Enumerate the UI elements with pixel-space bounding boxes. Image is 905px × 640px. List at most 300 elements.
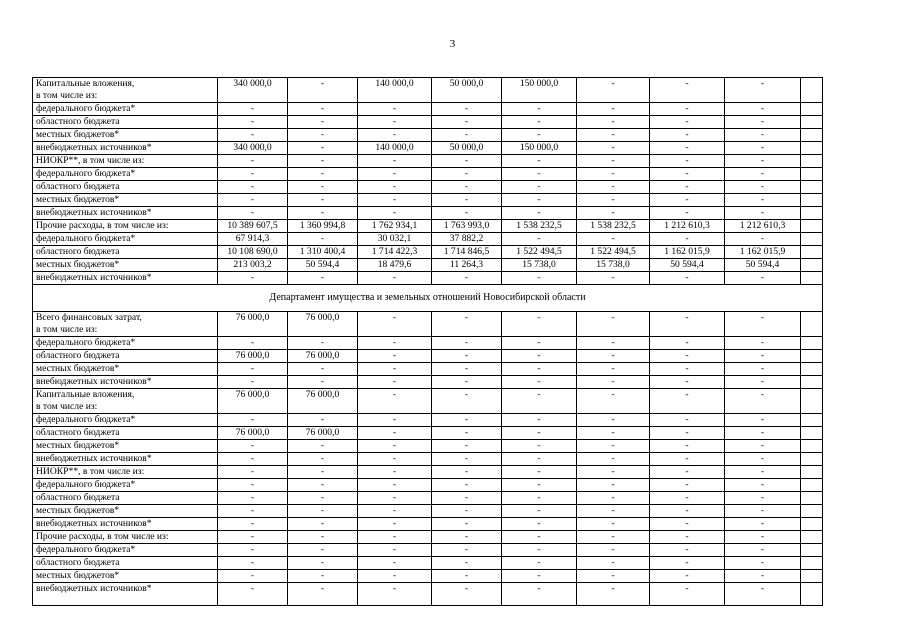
value-cell: - bbox=[502, 155, 577, 168]
value-cell: - bbox=[577, 78, 650, 103]
value-cell: - bbox=[577, 479, 650, 492]
row-label: федерального бюджета* bbox=[33, 103, 218, 116]
value-cell: - bbox=[288, 78, 358, 103]
table-row bbox=[33, 259, 823, 272]
value-cell: - bbox=[218, 583, 288, 606]
value-cell: - bbox=[577, 194, 650, 207]
value-cell: - bbox=[502, 233, 577, 246]
value-cell: - bbox=[288, 103, 358, 116]
value-cell: - bbox=[577, 350, 650, 363]
value-cell: 67 914,3 bbox=[218, 233, 288, 246]
value-cell: - bbox=[650, 129, 725, 142]
value-cell: - bbox=[577, 583, 650, 606]
value-cell: - bbox=[358, 168, 432, 181]
value-cell: - bbox=[218, 194, 288, 207]
value-cell: - bbox=[725, 142, 801, 155]
value-cell: - bbox=[725, 233, 801, 246]
value-cell: 50 594,4 bbox=[725, 259, 801, 272]
value-cell: - bbox=[577, 103, 650, 116]
value-cell: - bbox=[358, 312, 432, 337]
value-cell: - bbox=[502, 583, 577, 606]
value-cell: - bbox=[650, 350, 725, 363]
value-cell: - bbox=[577, 414, 650, 427]
table-row bbox=[33, 155, 823, 168]
value-cell: - bbox=[218, 466, 288, 479]
value-cell bbox=[801, 194, 823, 207]
value-cell: - bbox=[577, 272, 650, 285]
value-cell: - bbox=[288, 142, 358, 155]
value-cell: - bbox=[502, 505, 577, 518]
value-cell: - bbox=[650, 142, 725, 155]
row-label: федерального бюджета* bbox=[33, 168, 218, 181]
value-cell bbox=[801, 570, 823, 583]
value-cell: 76 000,0 bbox=[288, 312, 358, 337]
table-row bbox=[33, 272, 823, 285]
value-cell: - bbox=[358, 129, 432, 142]
value-cell: - bbox=[650, 531, 725, 544]
value-cell: - bbox=[358, 376, 432, 389]
value-cell: - bbox=[650, 557, 725, 570]
value-cell: - bbox=[577, 376, 650, 389]
value-cell: - bbox=[577, 544, 650, 557]
value-cell: 37 882,2 bbox=[432, 233, 502, 246]
value-cell: - bbox=[358, 466, 432, 479]
value-cell bbox=[801, 427, 823, 440]
value-cell: 1 162 015,9 bbox=[725, 246, 801, 259]
value-cell: - bbox=[218, 129, 288, 142]
value-cell: 50 594,4 bbox=[288, 259, 358, 272]
value-cell: - bbox=[288, 453, 358, 466]
row-label: областного бюджета bbox=[33, 350, 218, 363]
value-cell: - bbox=[218, 116, 288, 129]
table-row bbox=[33, 246, 823, 259]
value-cell: 15 738,0 bbox=[577, 259, 650, 272]
value-cell: 1 310 400,4 bbox=[288, 246, 358, 259]
value-cell: 150 000,0 bbox=[502, 142, 577, 155]
value-cell: - bbox=[725, 479, 801, 492]
value-cell bbox=[801, 181, 823, 194]
value-cell: - bbox=[725, 155, 801, 168]
value-cell: - bbox=[288, 207, 358, 220]
value-cell: 213 003,2 bbox=[218, 259, 288, 272]
value-cell: - bbox=[288, 129, 358, 142]
value-cell: - bbox=[218, 337, 288, 350]
value-cell: - bbox=[650, 518, 725, 531]
row-label: федерального бюджета* bbox=[33, 337, 218, 350]
value-cell: 76 000,0 bbox=[218, 427, 288, 440]
value-cell: - bbox=[358, 181, 432, 194]
value-cell: - bbox=[502, 531, 577, 544]
value-cell: 76 000,0 bbox=[218, 350, 288, 363]
value-cell: - bbox=[358, 453, 432, 466]
value-cell: - bbox=[432, 544, 502, 557]
value-cell: - bbox=[218, 376, 288, 389]
value-cell: - bbox=[650, 312, 725, 337]
value-cell: - bbox=[502, 518, 577, 531]
value-cell: - bbox=[725, 557, 801, 570]
value-cell: - bbox=[725, 440, 801, 453]
value-cell: 1 714 422,3 bbox=[358, 246, 432, 259]
value-cell: 76 000,0 bbox=[288, 350, 358, 363]
value-cell bbox=[801, 389, 823, 414]
value-cell: 1 162 015,9 bbox=[650, 246, 725, 259]
table-row bbox=[33, 78, 823, 103]
value-cell: 76 000,0 bbox=[288, 389, 358, 414]
value-cell: - bbox=[502, 427, 577, 440]
value-cell: 76 000,0 bbox=[288, 427, 358, 440]
value-cell: - bbox=[725, 103, 801, 116]
value-cell: - bbox=[650, 583, 725, 606]
table-row bbox=[33, 363, 823, 376]
value-cell: - bbox=[650, 414, 725, 427]
value-cell: 76 000,0 bbox=[218, 389, 288, 414]
value-cell bbox=[801, 518, 823, 531]
value-cell: - bbox=[218, 272, 288, 285]
value-cell: - bbox=[358, 440, 432, 453]
value-cell: - bbox=[358, 505, 432, 518]
table-row bbox=[33, 479, 823, 492]
value-cell: - bbox=[577, 453, 650, 466]
value-cell bbox=[801, 259, 823, 272]
value-cell: - bbox=[725, 181, 801, 194]
value-cell: - bbox=[725, 570, 801, 583]
value-cell: - bbox=[725, 453, 801, 466]
value-cell: - bbox=[432, 194, 502, 207]
value-cell: - bbox=[502, 181, 577, 194]
value-cell: - bbox=[288, 337, 358, 350]
row-label: внебюджетных источников* bbox=[33, 272, 218, 285]
value-cell bbox=[801, 350, 823, 363]
value-cell: - bbox=[432, 453, 502, 466]
value-cell: - bbox=[432, 518, 502, 531]
value-cell: - bbox=[502, 557, 577, 570]
value-cell: - bbox=[288, 479, 358, 492]
value-cell: - bbox=[288, 363, 358, 376]
value-cell: - bbox=[218, 414, 288, 427]
value-cell: - bbox=[218, 207, 288, 220]
value-cell: - bbox=[577, 557, 650, 570]
value-cell: - bbox=[650, 544, 725, 557]
table-row bbox=[33, 414, 823, 427]
value-cell: - bbox=[502, 376, 577, 389]
row-label: Всего финансовых затрат, в том числе из: bbox=[33, 312, 218, 337]
row-label: областного бюджета bbox=[33, 427, 218, 440]
table-row bbox=[33, 103, 823, 116]
value-cell: - bbox=[577, 129, 650, 142]
value-cell: - bbox=[650, 272, 725, 285]
value-cell: - bbox=[432, 531, 502, 544]
value-cell: - bbox=[432, 207, 502, 220]
value-cell: - bbox=[432, 155, 502, 168]
value-cell: - bbox=[358, 544, 432, 557]
value-cell: - bbox=[650, 479, 725, 492]
value-cell: 50 594,4 bbox=[650, 259, 725, 272]
value-cell: 1 522 494,5 bbox=[502, 246, 577, 259]
table-row bbox=[33, 142, 823, 155]
table-row bbox=[33, 350, 823, 363]
value-cell: - bbox=[577, 518, 650, 531]
value-cell bbox=[801, 505, 823, 518]
row-label: внебюджетных источников* bbox=[33, 583, 218, 606]
value-cell: - bbox=[432, 168, 502, 181]
value-cell: - bbox=[288, 233, 358, 246]
value-cell: - bbox=[358, 350, 432, 363]
value-cell: - bbox=[577, 466, 650, 479]
value-cell: - bbox=[358, 414, 432, 427]
value-cell: - bbox=[432, 376, 502, 389]
table-row bbox=[33, 312, 823, 337]
value-cell: - bbox=[218, 181, 288, 194]
value-cell bbox=[801, 103, 823, 116]
value-cell: 50 000,0 bbox=[432, 78, 502, 103]
value-cell: - bbox=[577, 233, 650, 246]
value-cell bbox=[801, 272, 823, 285]
value-cell: - bbox=[725, 350, 801, 363]
value-cell: - bbox=[577, 363, 650, 376]
table-row bbox=[33, 389, 823, 414]
value-cell: - bbox=[725, 363, 801, 376]
row-label: местных бюджетов* bbox=[33, 440, 218, 453]
value-cell: - bbox=[502, 350, 577, 363]
row-label: федерального бюджета* bbox=[33, 479, 218, 492]
table-row bbox=[33, 440, 823, 453]
value-cell: - bbox=[218, 155, 288, 168]
table-row bbox=[33, 207, 823, 220]
value-cell: - bbox=[432, 557, 502, 570]
value-cell: 340 000,0 bbox=[218, 78, 288, 103]
value-cell: - bbox=[358, 479, 432, 492]
value-cell: - bbox=[725, 466, 801, 479]
row-label: Прочие расходы, в том числе из: bbox=[33, 220, 218, 233]
value-cell: - bbox=[218, 544, 288, 557]
value-cell bbox=[801, 531, 823, 544]
row-label: федерального бюджета* bbox=[33, 233, 218, 246]
value-cell: - bbox=[577, 531, 650, 544]
value-cell bbox=[801, 492, 823, 505]
value-cell: - bbox=[218, 518, 288, 531]
value-cell: - bbox=[577, 181, 650, 194]
value-cell: - bbox=[288, 440, 358, 453]
value-cell: 1 762 934,1 bbox=[358, 220, 432, 233]
value-cell: - bbox=[358, 272, 432, 285]
row-label: внебюджетных источников* bbox=[33, 142, 218, 155]
value-cell bbox=[801, 557, 823, 570]
value-cell: 15 738,0 bbox=[502, 259, 577, 272]
row-label: областного бюджета bbox=[33, 557, 218, 570]
value-cell: - bbox=[288, 544, 358, 557]
value-cell: - bbox=[725, 78, 801, 103]
value-cell: - bbox=[432, 570, 502, 583]
value-cell: - bbox=[358, 337, 432, 350]
value-cell bbox=[801, 363, 823, 376]
row-label: областного бюджета bbox=[33, 492, 218, 505]
value-cell: - bbox=[725, 544, 801, 557]
value-cell: - bbox=[502, 129, 577, 142]
value-cell: - bbox=[358, 103, 432, 116]
value-cell: - bbox=[725, 505, 801, 518]
value-cell: 18 479,6 bbox=[358, 259, 432, 272]
value-cell: - bbox=[725, 337, 801, 350]
value-cell: - bbox=[288, 583, 358, 606]
value-cell: - bbox=[502, 103, 577, 116]
value-cell: - bbox=[358, 363, 432, 376]
value-cell: - bbox=[650, 363, 725, 376]
value-cell: - bbox=[650, 389, 725, 414]
value-cell: 1 538 232,5 bbox=[577, 220, 650, 233]
value-cell: - bbox=[502, 414, 577, 427]
value-cell: - bbox=[288, 194, 358, 207]
value-cell: 50 000,0 bbox=[432, 142, 502, 155]
value-cell: - bbox=[432, 466, 502, 479]
value-cell: - bbox=[577, 570, 650, 583]
value-cell: - bbox=[358, 207, 432, 220]
value-cell: - bbox=[502, 337, 577, 350]
value-cell: - bbox=[502, 116, 577, 129]
value-cell bbox=[801, 129, 823, 142]
value-cell: - bbox=[288, 518, 358, 531]
row-label: федерального бюджета* bbox=[33, 544, 218, 557]
value-cell: - bbox=[725, 583, 801, 606]
value-cell bbox=[801, 337, 823, 350]
value-cell: - bbox=[432, 312, 502, 337]
table-row bbox=[33, 557, 823, 570]
value-cell: 10 389 607,5 bbox=[218, 220, 288, 233]
value-cell: - bbox=[218, 440, 288, 453]
value-cell: - bbox=[288, 116, 358, 129]
value-cell: - bbox=[650, 505, 725, 518]
value-cell: - bbox=[650, 116, 725, 129]
value-cell bbox=[801, 583, 823, 606]
value-cell: - bbox=[650, 376, 725, 389]
value-cell: 1 763 993,0 bbox=[432, 220, 502, 233]
value-cell: - bbox=[218, 168, 288, 181]
value-cell: - bbox=[725, 376, 801, 389]
value-cell bbox=[801, 246, 823, 259]
value-cell: - bbox=[577, 440, 650, 453]
row-label: федерального бюджета* bbox=[33, 414, 218, 427]
value-cell: - bbox=[502, 207, 577, 220]
value-cell: - bbox=[650, 492, 725, 505]
table-row bbox=[33, 233, 823, 246]
value-cell: 1 212 610,3 bbox=[650, 220, 725, 233]
value-cell: - bbox=[725, 518, 801, 531]
value-cell: - bbox=[725, 414, 801, 427]
value-cell: - bbox=[288, 155, 358, 168]
value-cell: - bbox=[288, 531, 358, 544]
value-cell: - bbox=[577, 168, 650, 181]
row-label: внебюджетных источников* bbox=[33, 376, 218, 389]
value-cell bbox=[801, 466, 823, 479]
value-cell: - bbox=[288, 492, 358, 505]
value-cell: - bbox=[218, 103, 288, 116]
value-cell: - bbox=[725, 168, 801, 181]
value-cell bbox=[801, 312, 823, 337]
page-number: 3 bbox=[449, 38, 456, 50]
value-cell bbox=[801, 544, 823, 557]
value-cell: - bbox=[218, 505, 288, 518]
row-label: местных бюджетов* bbox=[33, 259, 218, 272]
value-cell: - bbox=[288, 168, 358, 181]
table-row bbox=[33, 583, 823, 606]
value-cell: - bbox=[725, 194, 801, 207]
value-cell: - bbox=[725, 116, 801, 129]
value-cell: - bbox=[432, 350, 502, 363]
table-row bbox=[33, 544, 823, 557]
value-cell: - bbox=[650, 337, 725, 350]
value-cell: - bbox=[577, 389, 650, 414]
value-cell: - bbox=[502, 272, 577, 285]
value-cell bbox=[801, 479, 823, 492]
value-cell: - bbox=[218, 363, 288, 376]
value-cell: - bbox=[432, 363, 502, 376]
value-cell: 1 360 994,8 bbox=[288, 220, 358, 233]
value-cell: - bbox=[725, 389, 801, 414]
value-cell bbox=[801, 78, 823, 103]
value-cell bbox=[801, 155, 823, 168]
value-cell: 76 000,0 bbox=[218, 312, 288, 337]
value-cell: - bbox=[218, 557, 288, 570]
value-cell: - bbox=[650, 440, 725, 453]
table-row bbox=[33, 466, 823, 479]
value-cell: - bbox=[650, 103, 725, 116]
value-cell: - bbox=[650, 207, 725, 220]
value-cell: - bbox=[502, 479, 577, 492]
value-cell: - bbox=[218, 492, 288, 505]
row-label: местных бюджетов* bbox=[33, 570, 218, 583]
value-cell: - bbox=[650, 155, 725, 168]
value-cell: - bbox=[288, 414, 358, 427]
table-row bbox=[33, 220, 823, 233]
value-cell: - bbox=[218, 453, 288, 466]
value-cell: - bbox=[725, 492, 801, 505]
value-cell: - bbox=[432, 129, 502, 142]
value-cell: 11 264,3 bbox=[432, 259, 502, 272]
value-cell bbox=[801, 414, 823, 427]
row-label: местных бюджетов* bbox=[33, 505, 218, 518]
value-cell: - bbox=[432, 492, 502, 505]
row-label: областного бюджета bbox=[33, 246, 218, 259]
row-label: Капитальные вложения, в том числе из: bbox=[33, 78, 218, 103]
value-cell: - bbox=[502, 453, 577, 466]
value-cell: - bbox=[650, 453, 725, 466]
value-cell: - bbox=[432, 181, 502, 194]
value-cell: 140 000,0 bbox=[358, 78, 432, 103]
value-cell: - bbox=[650, 194, 725, 207]
table-row bbox=[33, 453, 823, 466]
value-cell bbox=[801, 142, 823, 155]
value-cell: - bbox=[725, 272, 801, 285]
value-cell: - bbox=[288, 570, 358, 583]
row-label: НИОКР**, в том числе из: bbox=[33, 155, 218, 168]
value-cell: - bbox=[502, 466, 577, 479]
section-title: Департамент имущества и земельных отношений Новосибирской области bbox=[33, 285, 823, 312]
value-cell: - bbox=[432, 116, 502, 129]
value-cell: - bbox=[358, 518, 432, 531]
value-cell: 1 714 846,5 bbox=[432, 246, 502, 259]
row-label: местных бюджетов* bbox=[33, 363, 218, 376]
row-label: Прочие расходы, в том числе из: bbox=[33, 531, 218, 544]
table-row bbox=[33, 518, 823, 531]
value-cell: - bbox=[502, 440, 577, 453]
value-cell: - bbox=[432, 583, 502, 606]
value-cell: 1 538 232,5 bbox=[502, 220, 577, 233]
value-cell bbox=[801, 233, 823, 246]
value-cell: - bbox=[725, 129, 801, 142]
value-cell: - bbox=[288, 181, 358, 194]
value-cell: - bbox=[725, 531, 801, 544]
table-row bbox=[33, 168, 823, 181]
value-cell: - bbox=[502, 389, 577, 414]
